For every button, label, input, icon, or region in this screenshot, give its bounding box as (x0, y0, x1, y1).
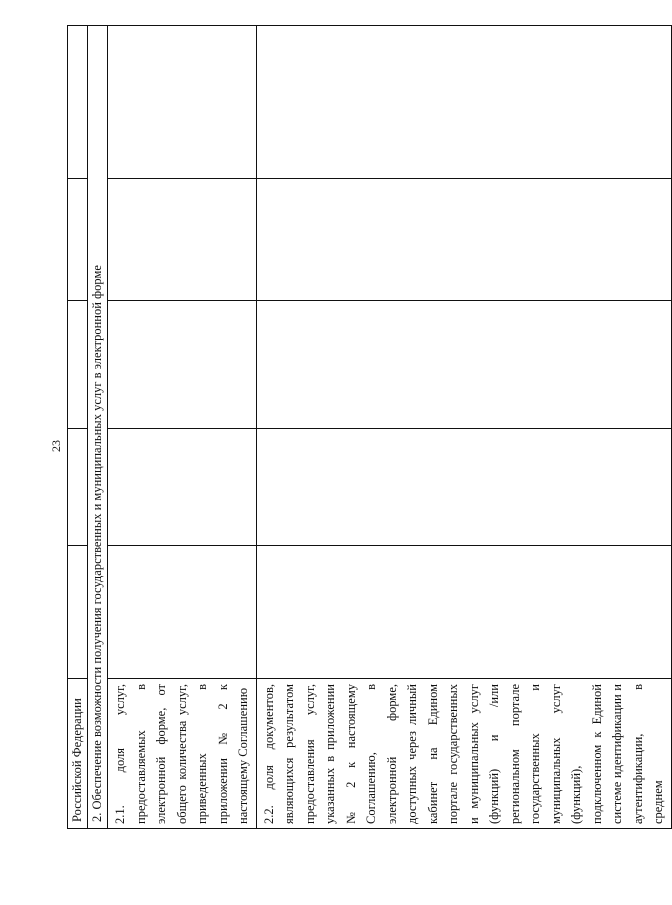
country-cell-empty (68, 429, 88, 546)
table-cell-empty (108, 179, 257, 301)
country-cell: Российской Федерации (68, 679, 88, 829)
table-row (108, 26, 257, 829)
table-cell-empty (256, 429, 671, 546)
country-cell-empty (68, 26, 88, 179)
section-row (88, 26, 108, 829)
country-cell-empty (68, 179, 88, 301)
table-cell-empty (108, 429, 257, 546)
table-cell-empty (256, 301, 671, 429)
table-cell-empty (108, 301, 257, 429)
country-row (68, 26, 88, 829)
table-cell-empty (108, 26, 257, 179)
indicators-table (67, 25, 672, 829)
country-cell-empty (68, 301, 88, 429)
table-cell-empty (256, 26, 671, 179)
table-cell-empty (256, 546, 671, 679)
table-cell-empty (108, 546, 257, 679)
table-cell-empty (256, 179, 671, 301)
section-title-cell: 2. Обеспечение возможности получения государственных и муниципальных услуг в электронной форме (88, 26, 108, 829)
country-cell-empty (68, 546, 88, 679)
rotated-table-container (67, 26, 665, 829)
page-number: 23 (49, 440, 63, 452)
indicator-2-1-cell: 2.1. доля услуг, предоставляемых в электронной форме, от общего количества услуг, приведенных в приложении № 2 к настоящему Соглашению (108, 679, 257, 829)
table-row (256, 26, 671, 829)
indicator-2-2-cell: 2.2. доля документов, являющихся результатом предоставления услуг, указанных в приложении № 2 к настоящему Соглашению, в электронной форме, доступных через личный кабинет на Едином портале государственных и муниципальных услуг (функций) и /или региональном портале государственных и муниципальных услуг (функций), подключенном к Единой системе идентификации и аутентификации, в среднем (256, 679, 671, 829)
